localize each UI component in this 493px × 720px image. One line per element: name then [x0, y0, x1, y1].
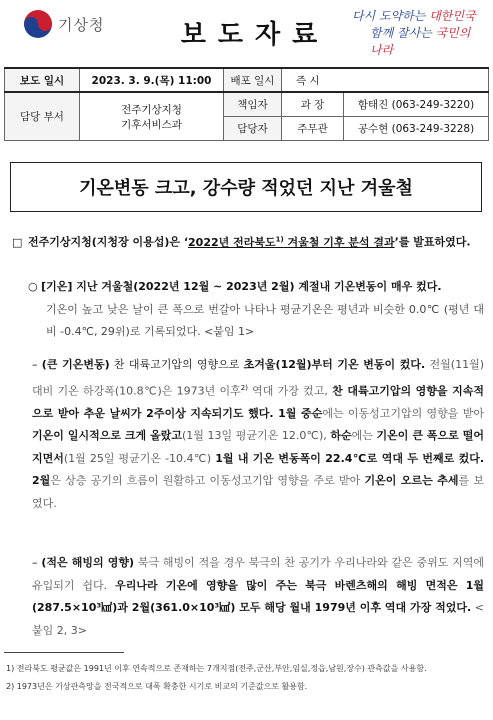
text: 를 보였다.: [32, 474, 484, 510]
text: 하순: [330, 429, 352, 443]
text: (1월 13일 평균기온 12.0℃),: [181, 429, 331, 443]
footnotes: [6, 660, 488, 696]
release-info-table: [4, 67, 489, 141]
government-slogan: [352, 8, 484, 57]
text: 북극 해빙이 적을 경우 북극의 찬 공기가 우리나라와 같은 중위도 지역에 유입되기 쉽다.: [32, 556, 484, 592]
contact-name: 공수현 (063-249-3228): [344, 117, 489, 141]
text: 에는: [351, 429, 377, 443]
text: 기온이 큰 폭으로 떨어지면서: [32, 429, 484, 465]
slogan-text: 대한민국: [429, 9, 476, 23]
text: 에는 이동성고기압의 영향을 받아: [322, 406, 484, 420]
text: 역대 가장 컸고,: [247, 384, 333, 398]
text: 은 상층 공기의 흐름이 원활하고 이동성고기압 영향을 주로 받아: [50, 474, 365, 488]
distribution-label: 배포 일시: [224, 68, 282, 92]
text: 기온이 일시적으로 크게 올랐고: [32, 429, 182, 443]
responsible-role: 과 장: [282, 92, 344, 117]
footnote-ref: 2): [240, 383, 248, 392]
dept-value: [80, 92, 224, 141]
footnote-1: 1) 전라북도 평균값은 1991년 이후 연속적으로 존재하는 7개지점(전주,군산,부안,임실,정읍,남원,장수) 관측값을 사용함.: [6, 664, 427, 673]
dash-bullet-icon: –: [32, 556, 38, 569]
text: (적은 해빙의 영향): [41, 556, 135, 569]
text: 1월 내 기온 변동폭이 22.4℃로 역대 두 번째로 컸다. 2월: [32, 451, 485, 488]
text: 전월(11월)대비 기온 하강폭(10.8℃)은 1973년 이후: [32, 358, 484, 398]
text: 우리나라 기온에 영향을 많이 주는 북극 바렌츠해의 해빙 면적은 1월(287.5×10³㎢)과 2월(361.0×10³㎢) 모두 해당 월내 1979년 이후 역대 가장 적었다.: [32, 578, 484, 614]
slogan-text: 다시 도약하는: [352, 9, 430, 23]
dept-label: 담당 부서: [5, 92, 80, 141]
agency-name: 기상청: [58, 16, 105, 34]
intro-paragraph: [12, 228, 484, 254]
dept-line: 기후서비스과: [121, 118, 182, 131]
headline: 기온변동 크고, 강수량 적었던 지난 겨울철: [10, 162, 482, 212]
dept-line: 전주기상지청: [121, 103, 182, 116]
text: 전주기상지청(지청장 이용섭)은 ‘: [28, 235, 189, 249]
text: 기온이 높고 낮은 날이 큰 폭으로 번갈아 나타나 평균기온은 평년과 비슷한 0.0℃ (평년 대비 -0.4℃, 29위)로 기록되었다. <붙임 1>: [46, 302, 484, 338]
text: (1월 25일 평균기온 -10.4℃): [63, 451, 216, 465]
text: 초겨울(12월)부터 기온 변동이 컸다.: [243, 358, 426, 371]
text: 찬 대륙고기압의 영향을 지속적으로 받아 추운 날씨가 2주이상 지속되기도 했다. 1월 중순: [32, 384, 484, 420]
responsible-name: 함태진 (063-249-3220): [344, 92, 489, 117]
text: 겨울철 기후 분석 결과: [283, 235, 395, 249]
taegeuk-emblem-icon: [24, 10, 52, 38]
page-title: 보도자료: [180, 20, 330, 50]
responsible-label: 책임자: [224, 92, 282, 117]
footnote-divider: [4, 652, 124, 653]
contact-role: 주무관: [282, 117, 344, 141]
footnote-ref: 1): [275, 235, 284, 243]
sea-ice-paragraph: [32, 552, 484, 642]
temperature-paragraph: [28, 276, 484, 344]
contact-label: 담당자: [224, 117, 282, 141]
square-bullet-icon: □: [12, 235, 23, 249]
text: 기온이 오르는 추세: [364, 474, 459, 488]
dash-bullet-icon: –: [32, 358, 38, 371]
slogan-text: 함께 잘사는: [370, 26, 436, 40]
text: [기온] 지난 겨울철(2022년 12월 ~ 2023년 2월) 계절내 기온변동이 매우 컸다.: [41, 280, 442, 293]
text: (큰 기온변동): [41, 358, 110, 371]
distribution-value: 즉 시: [282, 68, 489, 92]
temperature-variation-paragraph: [32, 354, 484, 515]
text: <붙임 2, 3>: [32, 601, 484, 637]
text: 찬 대륙고기압의 영향으로: [109, 358, 244, 371]
slogan-text: 국민의 나라: [370, 26, 471, 57]
text: 2022년 전라북도: [188, 235, 276, 249]
release-date-value: 2023. 3. 9.(목) 11:00: [80, 68, 224, 92]
release-date-label: 보도 일시: [5, 68, 80, 92]
footnote-2: 2) 1973년은 기상관측망을 전국적으로 대폭 확충한 시기로 비교의 기준값으로 활용함.: [6, 682, 308, 691]
circle-bullet-icon: ○: [28, 280, 38, 293]
kma-logo: [22, 9, 132, 41]
text: ’를 발표하였다.: [394, 235, 471, 249]
